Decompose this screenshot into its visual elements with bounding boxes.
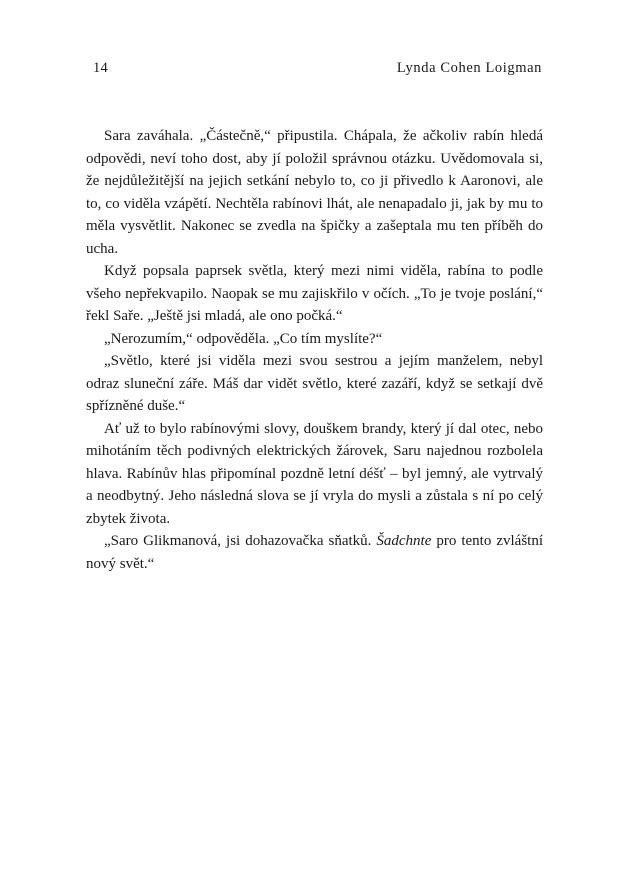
- text-run: pro tento zvláštní nový svět.“: [86, 533, 543, 572]
- page-header: [93, 60, 542, 82]
- body-text: [86, 125, 543, 575]
- paragraph: „Světlo, které jsi viděla mezi svou sestrou a jejím manželem, nebyl odraz sluneční záře. Máš dar vidět světlo, které zazáří, když se setkají dvě spřízněné duše.“: [86, 353, 543, 414]
- paragraph: Ať už to bylo rabínovými slovy, douškem brandy, který jí dal otec, nebo mihotáním těch podivných elektrických žárovek, Saru najednou rozbolela hlava. Rabínův hlas připomínal pozdně letní déšť – byl jemný, ale vytrvalý a neodbytný. Jeho následná slova se jí vryla do mysli a zůstala s ní po celý zbytek života.: [86, 420, 543, 527]
- paragraph: „Nerozumím,“ odpověděla. „Co tím myslíte?“: [104, 330, 383, 347]
- paragraph-last: [86, 530, 543, 575]
- paragraph: Sara zaváhala. „Částečně,“ připustila. Chápala, že ačkoliv rabín hledá odpovědi, neví toho dost, aby jí položil správnou otázku. Uvědomovala si, že nejdůležitější na jejich setkání nebylo to, co ji přivedlo k Aaronovi, ale to, co viděla vzápětí. Nechtěla rabínovi lhát, ale nenapadalo ji, jak by mu to měla vysvětlit. Nakonec se zvedla na špičky a zašeptala mu ten příběh do ucha.: [86, 128, 543, 257]
- page-number: 14: [93, 60, 109, 76]
- italic-term: Šadchnte: [376, 533, 432, 549]
- running-head-author: Lynda Cohen Loigman: [396, 60, 542, 76]
- paragraph: Když popsala paprsek světla, který mezi nimi viděla, rabína to podle všeho nepřekvapilo. Naopak se mu zajiskřilo v očích. „To je tvoje poslání,“ řekl Saře. „Ještě jsi mladá, ale ono počká.“: [86, 263, 543, 324]
- text-run: „Saro Glikmanová, jsi dohazovačka sňatků.: [104, 533, 377, 549]
